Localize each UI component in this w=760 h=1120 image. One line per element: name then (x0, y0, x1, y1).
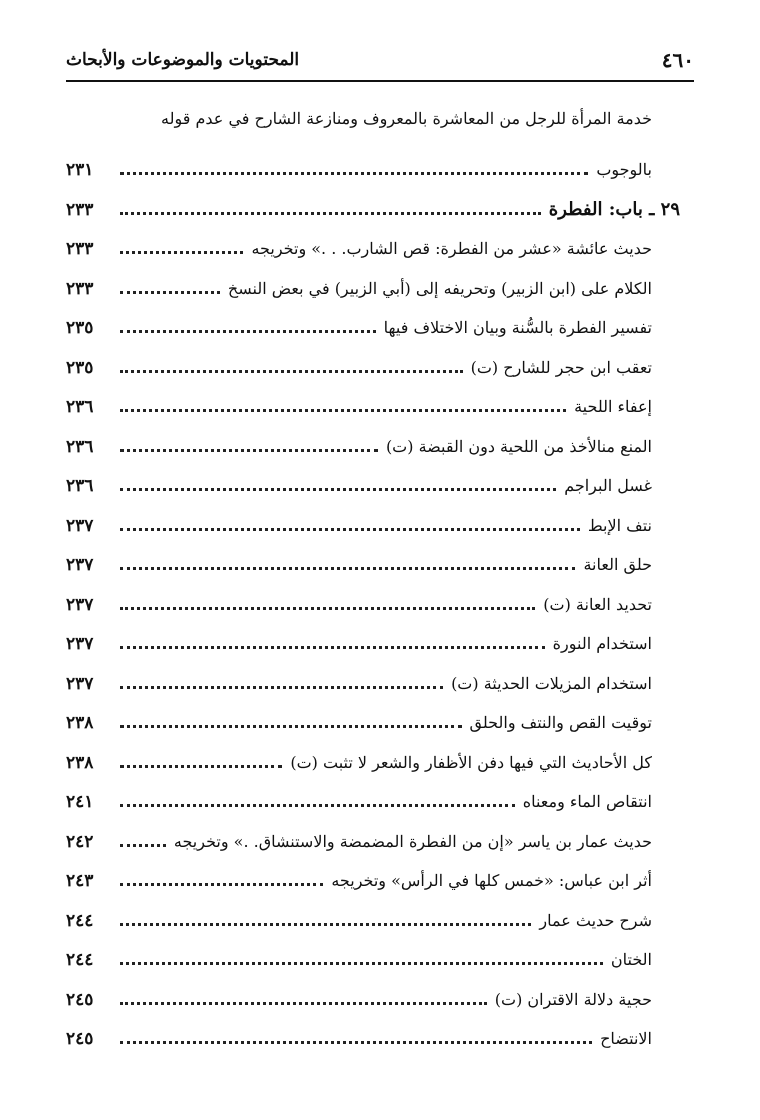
leader-dots (120, 409, 566, 412)
toc-page-number: ٢٣١ (66, 160, 94, 180)
toc-page-number: ٢٣٦ (66, 397, 94, 417)
toc-entry (66, 260, 652, 300)
toc-entry-title: حجية دلالة الاقتران (ت) (494, 989, 652, 1009)
toc-entry (66, 339, 652, 379)
toc-entry-title: الكلام على (ابن الزبير) وتحريفه إلى (أبي الزبير) في بعض النسخ (227, 278, 652, 298)
leader-dots (120, 607, 535, 610)
toc-entry-title: استخدام المزيلات الحديثة (ت) (451, 673, 652, 693)
toc-entry (66, 734, 652, 774)
leader-dots (120, 212, 541, 215)
leader-dots (120, 844, 166, 847)
toc-entry-title: غسل البراجم (564, 476, 652, 495)
leader-dots (120, 646, 545, 649)
toc-page-number: ٢٣٨ (66, 713, 94, 733)
leader-dots (120, 370, 463, 373)
toc-entry-title: توقيت القص والنتف والحلق (469, 713, 652, 732)
toc-page-number: ٢٣٥ (66, 318, 94, 338)
toc-entry (66, 497, 652, 537)
toc-page-number: ٢٣٧ (66, 634, 94, 654)
toc-page-number: ٢٣٣ (66, 278, 94, 299)
toc-entry (66, 221, 652, 261)
toc-page-number: ٢٤١ (66, 792, 94, 812)
toc-page-number: ٢٤٥ (66, 989, 94, 1010)
toc-entry-title: شرح حديث عمار (539, 910, 652, 930)
toc-entry-title: نتف الإبط (587, 515, 652, 535)
toc-entry (66, 774, 652, 814)
leader-dots (120, 883, 323, 886)
toc-entry-title: الانتضاح (600, 1029, 652, 1048)
page-header (66, 44, 694, 76)
toc-page-number: ٢٣٣ (66, 239, 94, 259)
leader-dots (120, 528, 580, 531)
toc-page-number: ٢٣٦ (66, 436, 94, 457)
toc-entry-title: أثر ابن عباس: «خمس كلها في الرأس» وتخريجه (331, 871, 652, 890)
toc-entry (66, 458, 652, 498)
leader-dots (120, 291, 220, 294)
toc-entry (66, 300, 652, 340)
toc-entry (66, 537, 652, 577)
running-title: المحتويات والموضوعات والأبحاث (66, 50, 300, 70)
toc-section-heading (66, 181, 680, 221)
leader-dots (120, 488, 556, 491)
header-rule (66, 80, 694, 82)
toc-entry-title: حديث عمار بن ياسر «إن من الفطرة المضمضة والاستنشاق. .» وتخريجه (173, 831, 652, 851)
toc-entry (66, 616, 652, 656)
toc-entry (66, 379, 652, 419)
toc-page-number: ٢٣٥ (66, 357, 94, 378)
leader-dots (120, 725, 462, 728)
toc-entry-title-line1: خدمة المرأة للرجل من المعاشرة بالمعروف ومنازعة الشارح في عدم قوله (161, 109, 652, 128)
toc-entry (66, 695, 652, 735)
leader-dots (120, 804, 515, 807)
toc-entry-title: تفسير الفطرة بالسُّنة وبيان الاختلاف فيها (383, 318, 652, 337)
toc-entry (66, 892, 652, 932)
toc-entry (66, 813, 652, 853)
toc-page-number: ٢٣٣ (66, 199, 94, 220)
toc-entry-title: كل الأحاديث التي فيها دفن الأظفار والشعر لا تثبت (ت) (290, 752, 652, 772)
toc-entry (66, 971, 652, 1011)
toc-page-number: ٢٣٧ (66, 515, 94, 536)
toc-page-number: ٢٤٣ (66, 871, 94, 891)
leader-dots (120, 172, 588, 175)
toc-page-number: ٢٤٥ (66, 1029, 94, 1049)
toc-page-number: ٢٤٢ (66, 831, 94, 852)
toc-entry-title: الختان (610, 950, 652, 969)
toc-page-number: ٢٣٧ (66, 594, 94, 615)
toc-page-number: ٢٣٨ (66, 752, 94, 773)
leader-dots (120, 765, 282, 768)
toc-page-number: ٢٣٧ (66, 673, 94, 694)
toc-entry-title: حلق العانة (583, 555, 652, 574)
toc-page-number: ٢٣٧ (66, 555, 94, 575)
toc-entry-title: تحديد العانة (ت) (543, 594, 652, 614)
toc-entry-title: المنع منالأخذ من اللحية دون القبضة (ت) (385, 436, 652, 456)
table-of-contents (66, 102, 680, 1050)
toc-entry (66, 418, 652, 458)
leader-dots (120, 1041, 592, 1044)
toc-entry-title: ٢٩ ـ باب: الفطرة (548, 198, 680, 220)
toc-page-number: ٢٤٤ (66, 910, 94, 931)
toc-entry-title: تعقب ابن حجر للشارح (ت) (470, 357, 652, 377)
leader-dots (120, 330, 376, 333)
toc-entry-title: إعفاء اللحية (574, 397, 652, 416)
leader-dots (120, 923, 531, 926)
toc-entry (66, 932, 652, 972)
leader-dots (120, 1002, 487, 1005)
toc-entry-title: انتقاص الماء ومعناه (522, 792, 652, 811)
toc-page-number: ٢٣٦ (66, 476, 94, 496)
page-number: ٤٦٠ (661, 48, 694, 72)
leader-dots (120, 449, 378, 452)
leader-dots (120, 567, 575, 570)
toc-entry (66, 1011, 652, 1051)
toc-entry (66, 853, 652, 893)
toc-entry-title: استخدام النورة (552, 634, 652, 653)
toc-entry (66, 655, 652, 695)
toc-entry-title: بالوجوب (596, 160, 652, 179)
leader-dots (120, 251, 243, 254)
leader-dots (120, 962, 603, 965)
toc-page-number: ٢٤٤ (66, 950, 94, 970)
toc-entry (66, 102, 652, 181)
toc-entry-title: حديث عائشة «عشر من الفطرة: قص الشارب. . .» وتخريجه (251, 239, 652, 258)
leader-dots (120, 686, 443, 689)
toc-entry (66, 576, 652, 616)
